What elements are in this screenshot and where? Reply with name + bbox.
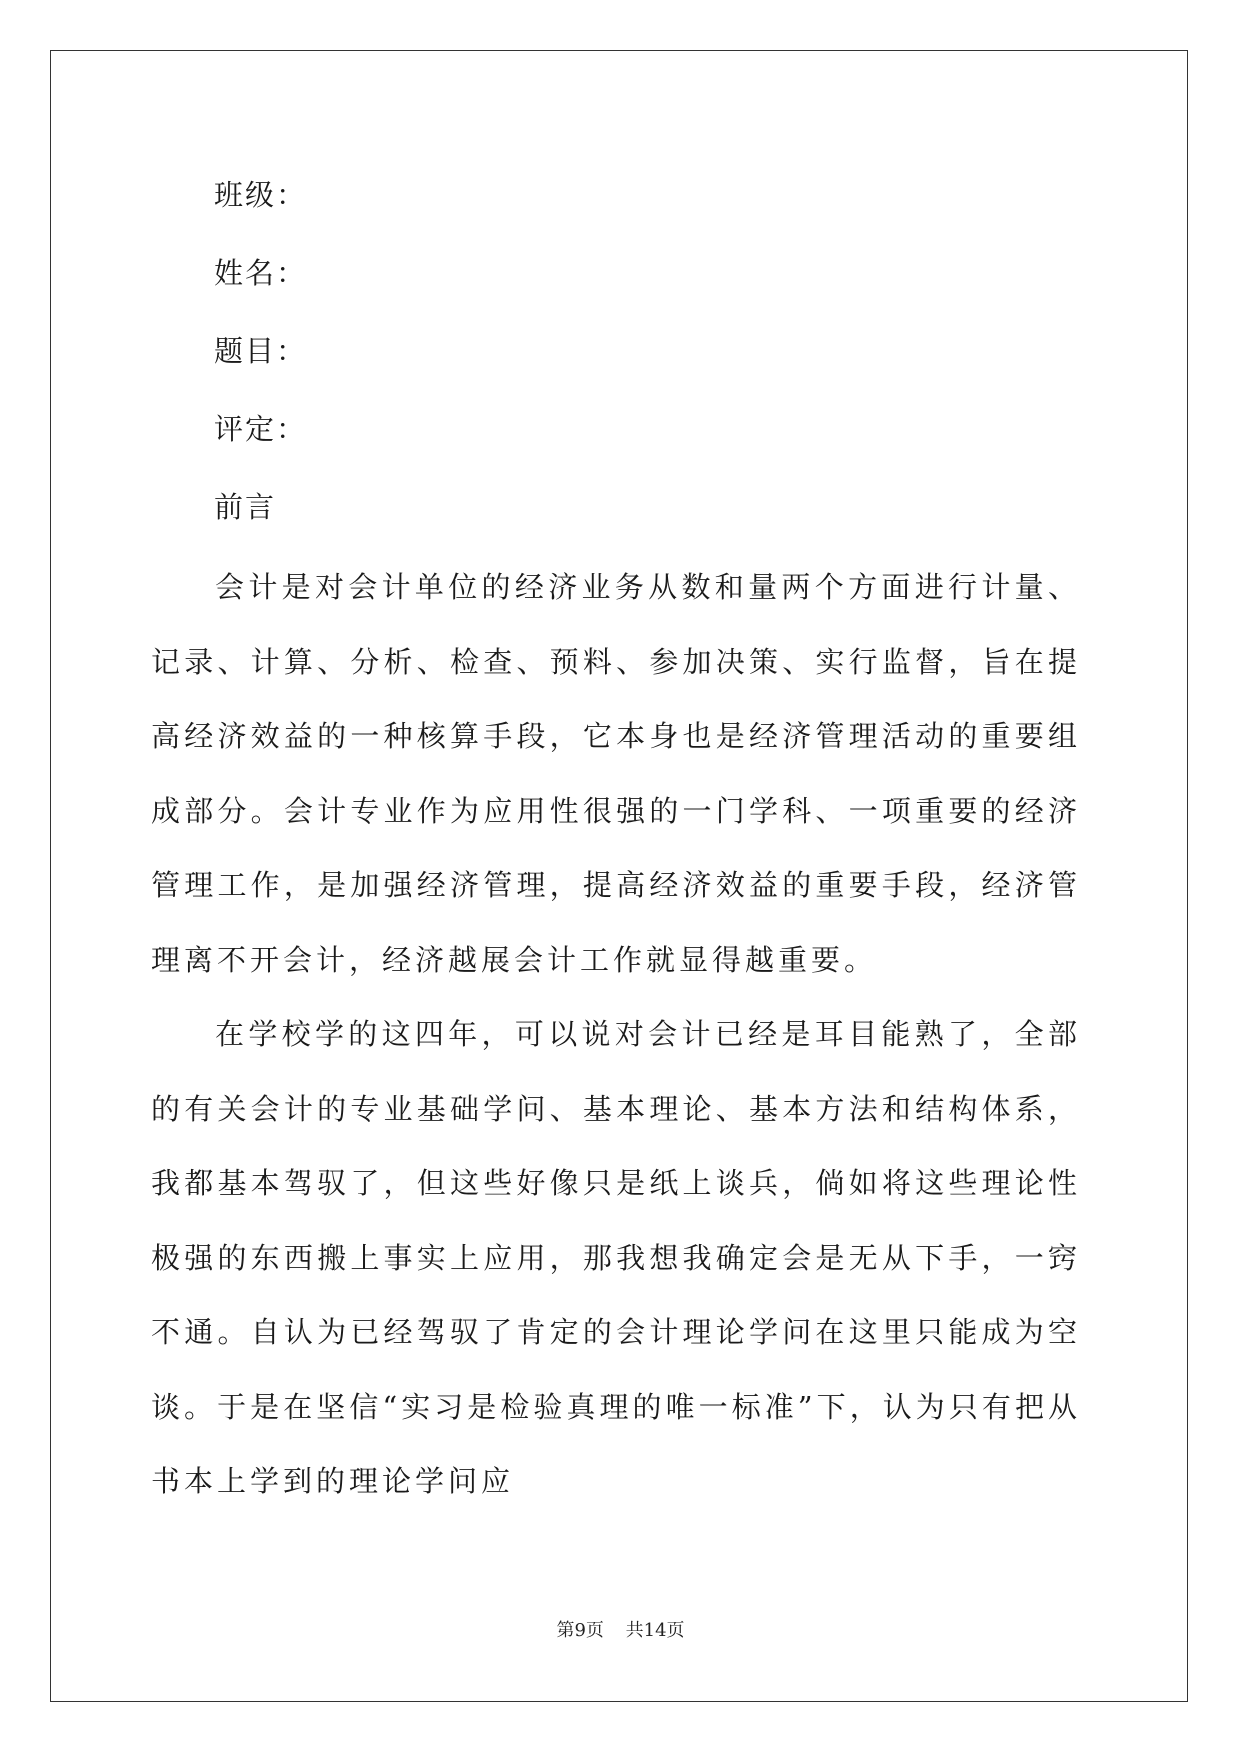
document-body [151,160,1081,1519]
section-heading-preface: 前言 [214,490,277,524]
page-footer [0,1616,1241,1642]
page-number-total: 共14页 [625,1620,685,1641]
name-field-label: 姓名： [214,256,308,290]
paragraph-1: 会计是对会计单位的经济业务从数和量两个方面进行计量、记录、计算、分析、检查、预料、参加决策、实行监督，旨在提高经济效益的一种核算手段，它本身也是经济管理活动的重要组成部分。会计专业作为应用性很强的一门学科、一项重要的经济管理工作，是加强经济管理，提高经济效益的重要手段，经济管理离不开会计，经济越展会计工作就显得越重要。 [151,570,1081,977]
topic-field-label: 题目： [214,334,308,368]
grade-field-label: 评定： [214,412,308,446]
class-field-label: 班级： [214,178,308,212]
page-number-current: 第9页 [556,1620,604,1641]
paragraph-2: 在学校学的这四年，可以说对会计已经是耳目能熟了，全部的有关会计的专业基础学问、基本理论、基本方法和结构体系，我都基本驾驭了，但这些好像只是纸上谈兵，倘如将这些理论性极强的东西搬上事实上应用，那我想我确定会是无从下手，一窍不通。自认为已经驾驭了肯定的会计理论学问在这里只能成为空谈。于是在坚信“实习是检验真理的唯一标准”下，认为只有把从书本上学到的理论学问应 [151,1017,1081,1498]
